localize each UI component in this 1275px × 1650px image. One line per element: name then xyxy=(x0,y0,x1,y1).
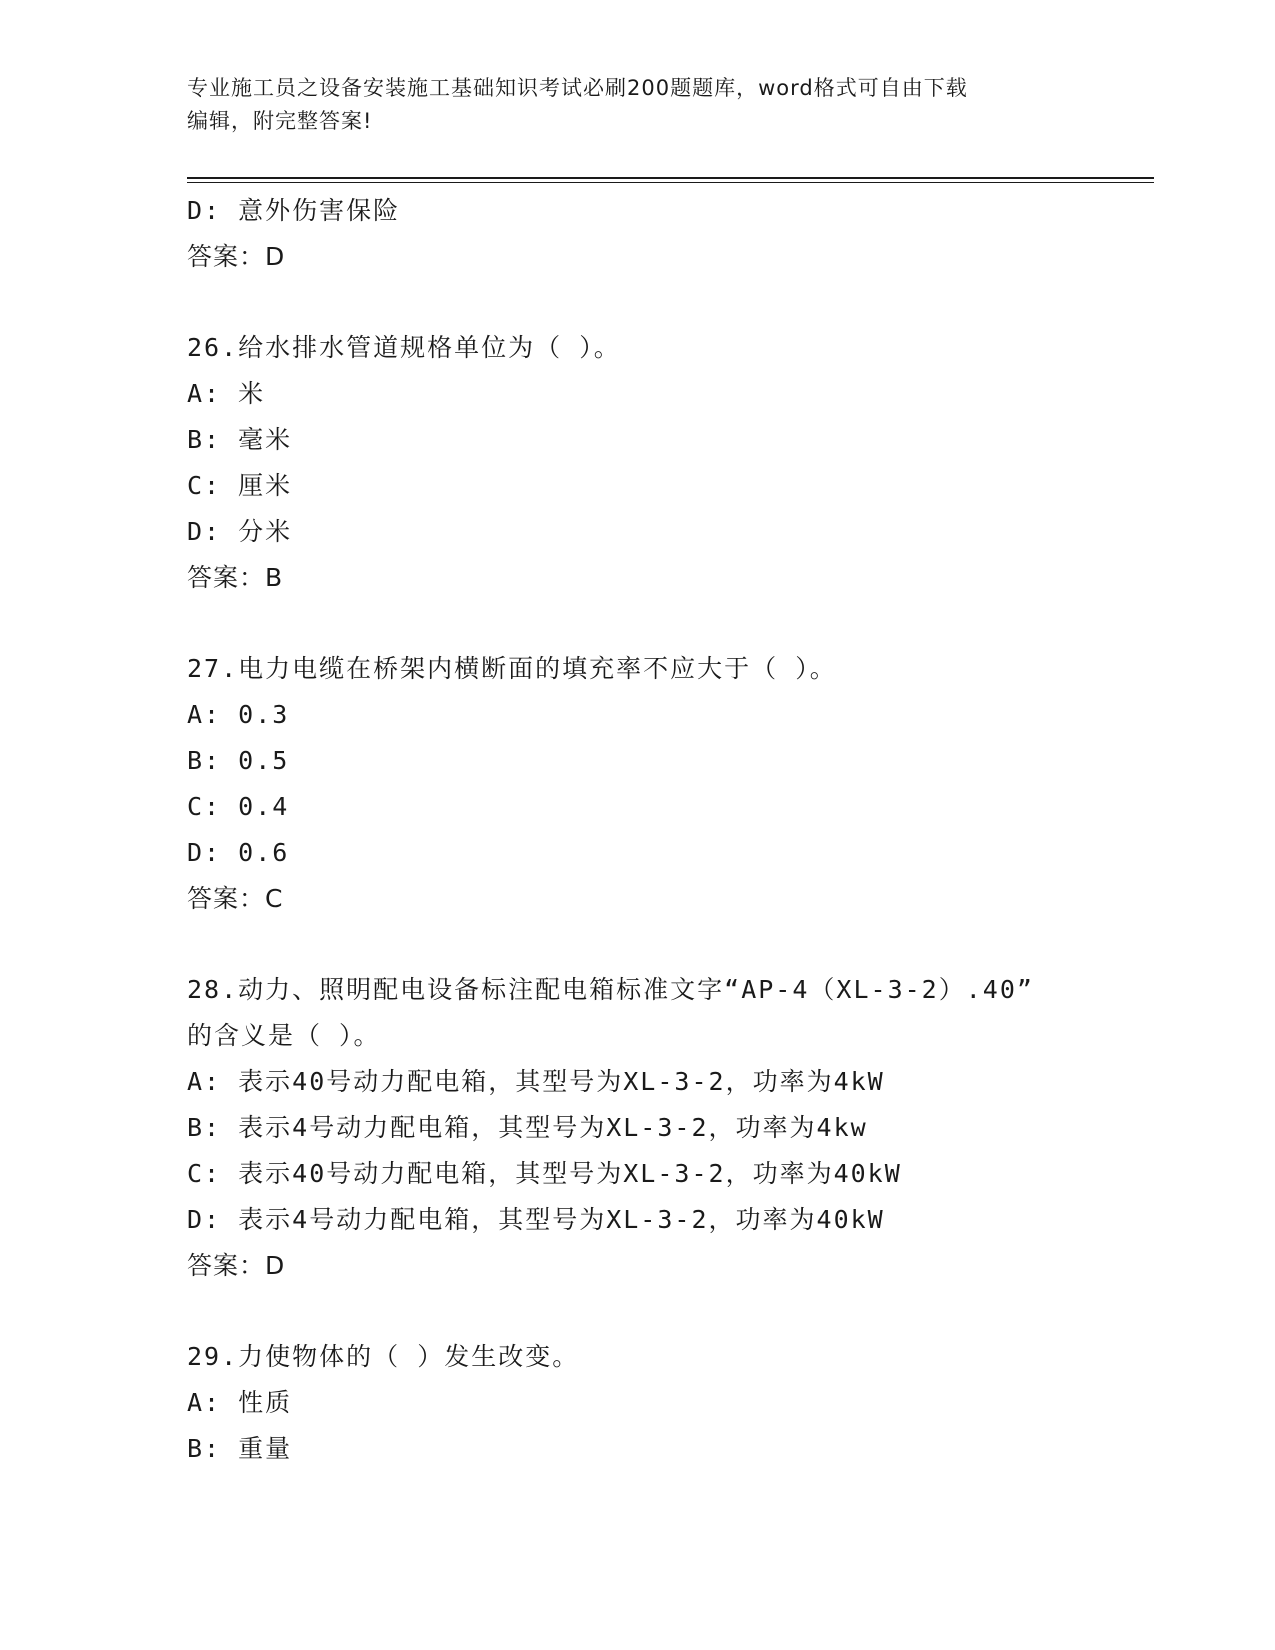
answer-line: 答案：B xyxy=(187,563,284,592)
option-line: C: 表示40号动力配电箱，其型号为XL-3-2，功率为40kW xyxy=(187,1159,902,1188)
answer-line: 答案：D xyxy=(187,1251,286,1280)
option-line: A: 0.3 xyxy=(187,700,290,729)
section-spacer xyxy=(187,1289,1147,1334)
option-line: D: 0.6 xyxy=(187,838,290,867)
section-spacer xyxy=(187,280,1147,325)
option-line: C: 0.4 xyxy=(187,792,290,821)
question-text: 26.给水排水管道规格单位为（ ）。 xyxy=(187,333,621,362)
question-text: 的含义是（ ）。 xyxy=(187,1021,381,1050)
question-text: 27.电力电缆在桥架内横断面的填充率不应大于（ ）。 xyxy=(187,654,837,683)
option-line: D: 分米 xyxy=(187,517,293,546)
option-line: A: 米 xyxy=(187,379,266,408)
option-line: C: 厘米 xyxy=(187,471,293,500)
option-line: B: 毫米 xyxy=(187,425,293,454)
document-header xyxy=(187,72,1087,138)
option-line: B: 表示4号动力配电箱，其型号为XL-3-2，功率为4kw xyxy=(187,1113,868,1142)
option-line: B: 重量 xyxy=(187,1434,293,1463)
header-title-line-1: 专业施工员之设备安装施工基础知识考试必刷200题题库，word格式可自由下载 xyxy=(187,76,968,100)
header-title-line-2: 编辑，附完整答案! xyxy=(187,109,373,133)
header-divider-thick xyxy=(187,177,1154,179)
section-spacer xyxy=(187,601,1147,646)
header-divider-thin xyxy=(187,182,1154,183)
option-line: A: 表示40号动力配电箱，其型号为XL-3-2，功率为4kW xyxy=(187,1067,885,1096)
question-list xyxy=(187,188,1147,1472)
option-line: B: 0.5 xyxy=(187,746,290,775)
option-line: D: 意外伤害保险 xyxy=(187,196,401,225)
option-line: D: 表示4号动力配电箱，其型号为XL-3-2，功率为40kW xyxy=(187,1205,885,1234)
question-text: 29.力使物体的（ ）发生改变。 xyxy=(187,1342,580,1371)
option-line: A: 性质 xyxy=(187,1388,293,1417)
answer-line: 答案：C xyxy=(187,884,284,913)
question-text: 28.动力、照明配电设备标注配电箱标准文字“AP-4（XL-3-2）.40” xyxy=(187,975,1034,1004)
section-spacer xyxy=(187,922,1147,967)
answer-line: 答案：D xyxy=(187,242,286,271)
